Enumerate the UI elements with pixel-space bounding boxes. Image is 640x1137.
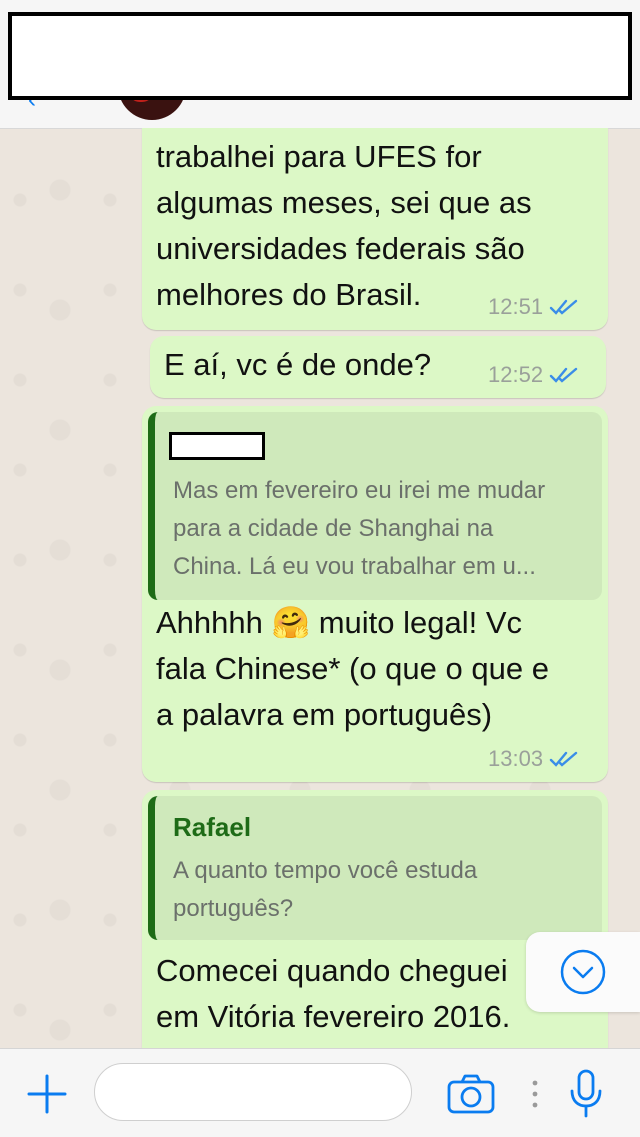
- message-line: trabalhei para UFES for: [156, 139, 482, 174]
- message-bubble[interactable]: [142, 406, 608, 782]
- quote-line: português?: [173, 895, 294, 922]
- double-check-icon: [549, 750, 579, 768]
- redacted-quote-author: [169, 432, 265, 460]
- message-line: Comecei quando cheguei: [156, 953, 508, 988]
- message-input-bar: [0, 1048, 640, 1137]
- microphone-icon[interactable]: [568, 1069, 604, 1119]
- message-time: 13:03: [488, 746, 544, 771]
- scroll-to-bottom-button[interactable]: [526, 932, 640, 1012]
- double-check-icon: [549, 366, 579, 384]
- quoted-message[interactable]: [148, 412, 602, 600]
- message-line: em Vitória fevereiro 2016.: [156, 999, 511, 1034]
- message-bubble[interactable]: [142, 790, 608, 1060]
- message-line: universidades federais são: [156, 231, 525, 266]
- message-line: Ahhhhh 🤗 muito legal! Vc: [156, 605, 523, 640]
- message-line: algumas meses, sei que as: [156, 185, 532, 220]
- double-check-icon: [549, 298, 579, 316]
- redacted-contact-name: [8, 12, 632, 100]
- message-bubble[interactable]: [150, 336, 606, 398]
- message-input[interactable]: [94, 1063, 412, 1121]
- camera-icon[interactable]: [446, 1073, 496, 1115]
- message-line: E aí, vc é de onde?: [164, 347, 432, 382]
- quote-line: A quanto tempo você estuda: [173, 857, 478, 884]
- message-line: melhores do Brasil.: [156, 277, 422, 312]
- chat-header: [0, 0, 640, 129]
- quote-line: para a cidade de Shanghai na: [173, 515, 494, 542]
- quote-line: China. Lá eu vou trabalhar em u...: [173, 553, 536, 580]
- message-bubble[interactable]: [142, 128, 608, 330]
- message-time: 12:52: [488, 362, 544, 387]
- message-line: fala Chinese* (o que o que e: [156, 651, 549, 686]
- quoted-message[interactable]: [148, 796, 602, 940]
- message-time: 12:51: [488, 294, 544, 319]
- quote-line: Mas em fevereiro eu irei me mudar: [173, 477, 546, 504]
- plus-icon[interactable]: [26, 1073, 68, 1115]
- chevron-down-icon: [559, 948, 607, 996]
- more-dots-icon[interactable]: [530, 1079, 540, 1109]
- quote-author: Rafael: [173, 812, 252, 842]
- message-line: a palavra em português): [156, 697, 493, 732]
